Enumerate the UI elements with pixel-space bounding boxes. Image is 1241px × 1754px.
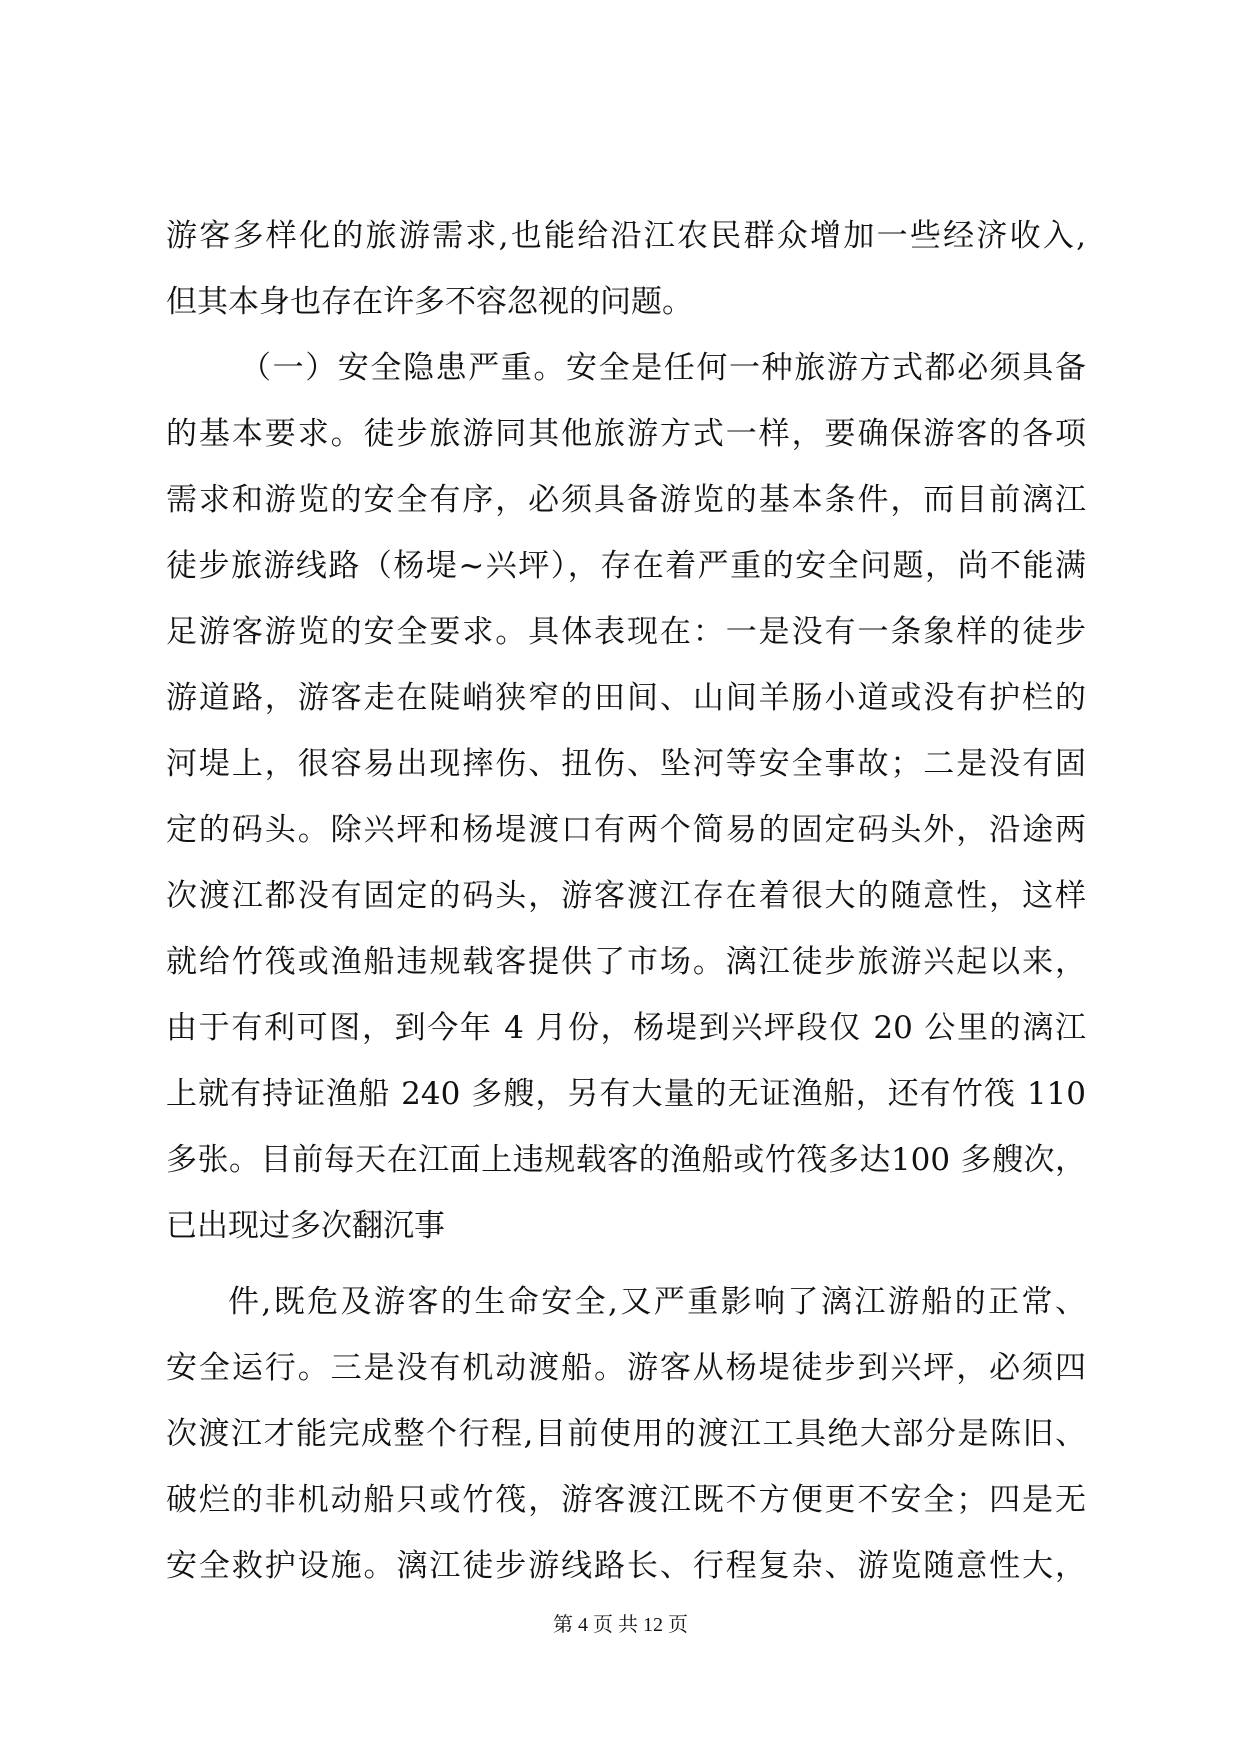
paragraph-3 [166,1269,1086,1599]
text-line: 由于有利可图，到今年 4 月份，杨堤到兴坪段仅 20 公里的漓江 [166,1010,1086,1046]
text-line: 游道路，游客走在陡峭狭窄的田间、山间羊肠小道或没有护栏的 [166,680,1086,716]
text-line: 定的码头。除兴坪和杨堤渡口有两个简易的固定码头外，沿途两 [166,812,1086,848]
text-line: 的基本要求。徒步旅游同其他旅游方式一样，要确保游客的各项 [166,416,1086,452]
text-line: 徒步旅游线路（杨堤~兴坪），存在着严重的安全问题，尚不能满 [166,548,1086,584]
page-number-footer: 第 4 页 共 12 页 [553,1614,688,1636]
text-line: 河堤上，很容易出现摔伤、扭伤、坠河等安全事故；二是没有固 [166,746,1086,782]
text-line: 多张。目前每天在江面上违规载客的渔船或竹筏多达100 多艘次， [166,1142,1086,1178]
text-line: 安全运行。三是没有机动渡船。游客从杨堤徒步到兴坪，必须四 [166,1350,1086,1386]
text-line: 次渡江才能完成整个行程,目前使用的渡江工具绝大部分是陈旧、 [166,1416,1086,1452]
text-line: （一）安全隐患严重。安全是任何一种旅游方式都必须具备 [240,350,1086,386]
paragraph-2 [166,335,1086,1259]
paragraph-gap [166,1259,1086,1269]
text-line: 就给竹筏或渔船违规载客提供了市场。漓江徒步旅游兴起以来， [166,944,1086,980]
text-line: 安全救护设施。漓江徒步游线路长、行程复杂、游览随意性大， [166,1548,1086,1584]
text-line: 需求和游览的安全有序，必须具备游览的基本条件，而目前漓江 [166,482,1086,518]
text-line: 游客多样化的旅游需求,也能给沿江农民群众增加一些经济收入, [166,218,1086,254]
text-line: 件,既危及游客的生命安全,又严重影响了漓江游船的正常、 [228,1284,1086,1320]
text-line: 已出现过多次翻沉事 [166,1208,445,1244]
document-body [166,203,1086,1599]
text-line: 上就有持证渔船 240 多艘，另有大量的无证渔船，还有竹筏 110 [166,1076,1086,1112]
text-line: 破烂的非机动船只或竹筏，游客渡江既不方便更不安全；四是无 [166,1482,1086,1518]
text-line: 但其本身也存在许多不容忽视的问题。 [166,284,693,320]
paragraph-1 [166,203,1086,335]
text-line: 足游客游览的安全要求。具体表现在：一是没有一条象样的徒步 [166,614,1086,650]
text-line: 次渡江都没有固定的码头，游客渡江存在着很大的随意性，这样 [166,878,1086,914]
